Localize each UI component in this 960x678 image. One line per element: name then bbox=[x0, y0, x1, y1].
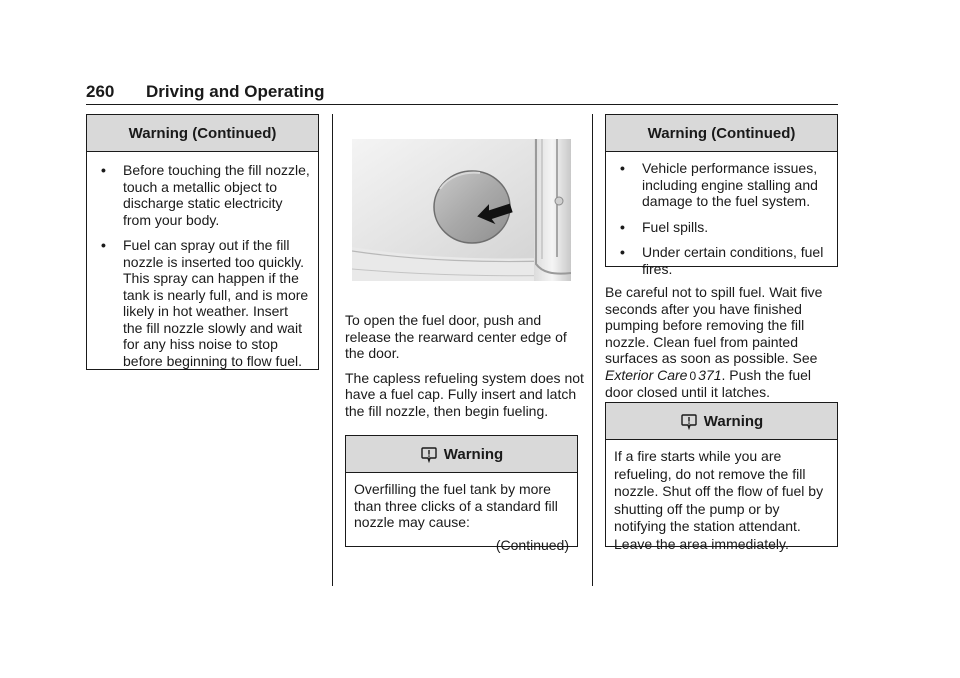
list-item bbox=[95, 162, 310, 228]
paragraph-text-end: . Push the fuel door closed until it latches. bbox=[605, 366, 812, 400]
warning-box-continued bbox=[86, 114, 319, 370]
warning-icon bbox=[680, 412, 698, 430]
paragraph: To open the fuel door, push and release the rearward center edge of the door. bbox=[345, 312, 567, 361]
list-item bbox=[614, 244, 829, 277]
paragraph bbox=[605, 284, 840, 401]
page-header bbox=[86, 82, 838, 105]
warning-heading bbox=[346, 436, 577, 473]
bullet-text: Fuel spills. bbox=[642, 218, 709, 235]
warning-body bbox=[346, 473, 577, 559]
warning-box-fire bbox=[605, 402, 838, 552]
column-divider-left bbox=[332, 114, 333, 586]
warning-body bbox=[606, 152, 837, 283]
fuel-spill-instructions bbox=[605, 284, 840, 409]
bullet-text: Under certain conditions, fuel fires. bbox=[642, 244, 824, 277]
bullet-text: Vehicle performance issues, including engine stalling and damage to the fuel system. bbox=[642, 160, 818, 209]
fuel-door-illustration bbox=[352, 139, 571, 281]
warning-heading bbox=[606, 403, 837, 440]
warning-icon bbox=[420, 445, 438, 463]
warning-bullet-list bbox=[95, 162, 310, 369]
bullet-dot: • bbox=[620, 160, 625, 176]
section-title: Driving and Operating bbox=[146, 82, 325, 101]
warning-heading-text: Warning bbox=[443, 445, 504, 463]
bullet-dot: • bbox=[620, 218, 625, 235]
warning-box-continued-2 bbox=[605, 114, 838, 277]
bullet-dot: • bbox=[101, 162, 106, 178]
warning-text: If a fire starts while you are refueling, do not remove the fill nozzle. Shut off the flow of fuel by shutting off the pump or by notifying the station attendant. Leave the area immediately. bbox=[614, 448, 824, 552]
list-item bbox=[95, 237, 310, 369]
list-item bbox=[614, 219, 829, 236]
warning-bullet-list bbox=[614, 160, 829, 277]
warning-body bbox=[606, 440, 837, 559]
bullet-dot: • bbox=[620, 244, 625, 260]
exterior-care-link[interactable]: Exterior Care bbox=[605, 366, 688, 383]
paragraph: The capless refueling system does not have a fuel cap. Fully insert and latch the fill nozzle, then begin fueling. bbox=[345, 369, 584, 419]
warning-heading: Warning (Continued) bbox=[87, 115, 318, 152]
page-ref[interactable]: 371 bbox=[698, 366, 722, 383]
bullet-text: Before touching the fill nozzle, touch a metallic object to discharge static electricity from your body. bbox=[123, 162, 310, 228]
continued-label: (Continued) bbox=[495, 536, 569, 553]
bullet-text: Fuel can spray out if the fill nozzle is inserted too quickly. This spray can happen if the tank is nearly full, and is more likely in hot weather. Insert the fill nozzle slowly and wait for any hiss noise to stop before beginning to flow fuel. bbox=[123, 237, 309, 369]
warning-body bbox=[87, 152, 318, 375]
fuel-door-instructions bbox=[345, 312, 585, 427]
warning-heading: Warning (Continued) bbox=[606, 115, 837, 152]
page-ref-icon: 0 bbox=[689, 368, 697, 383]
list-item bbox=[614, 160, 829, 210]
warning-heading-text: Warning bbox=[703, 412, 764, 430]
column-divider-right bbox=[592, 114, 593, 586]
warning-box-overfill bbox=[345, 435, 578, 553]
bullet-dot: • bbox=[101, 237, 106, 253]
paragraph-text: Be careful not to spill fuel. Wait five seconds after you have finished pumping before removing the fill nozzle. Clean fuel from painted surfaces as soon as possible. See bbox=[605, 284, 823, 366]
page-number: 260 bbox=[86, 82, 115, 101]
warning-text: Overfilling the fuel tank by more than three clicks of a standard fill nozzle may cause: bbox=[354, 481, 558, 530]
